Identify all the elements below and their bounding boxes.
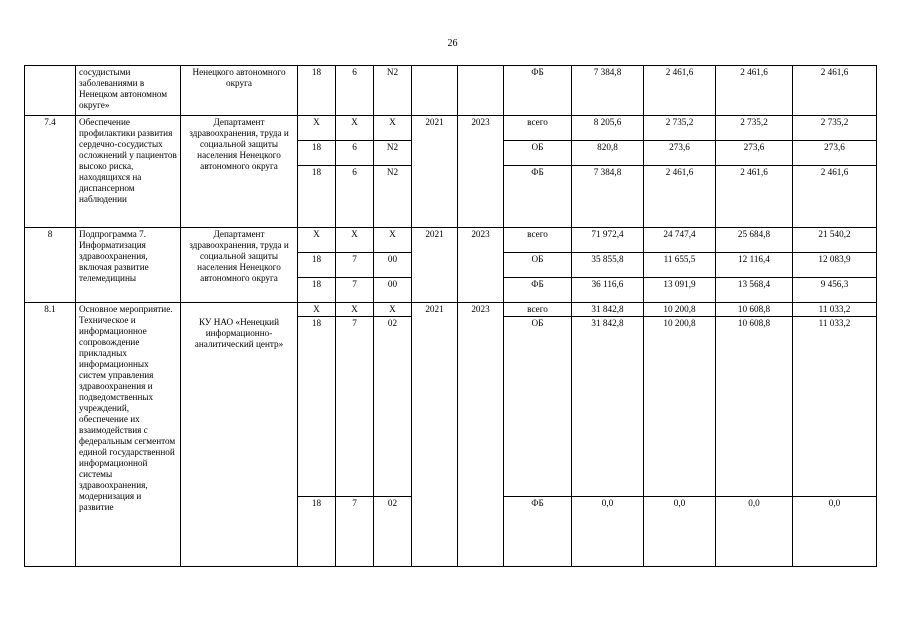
code-cell: 00	[374, 278, 412, 303]
amount-cell: 820,8	[572, 141, 644, 166]
code-cell: 02	[374, 497, 412, 567]
code-cell: 7	[336, 317, 374, 497]
page-number: 26	[447, 38, 458, 49]
code-cell: 18	[298, 278, 336, 303]
row-number: 7.4	[25, 116, 76, 228]
start-year: 2021	[412, 303, 458, 567]
code-cell: 18	[298, 166, 336, 228]
amount-cell: 11 655,5	[644, 253, 716, 278]
amount-cell: 0,0	[716, 497, 793, 567]
amount-cell: 11 033,2	[793, 303, 877, 317]
code-cell: 02	[374, 317, 412, 497]
amount-cell: 0,0	[644, 497, 716, 567]
amount-cell: 2 735,2	[644, 116, 716, 141]
funding-source: ОБ	[504, 317, 572, 497]
amount-cell: 36 116,6	[572, 278, 644, 303]
amount-cell: 21 540,2	[793, 228, 877, 253]
code-cell: 7	[336, 497, 374, 567]
code-cell: 18	[298, 253, 336, 278]
code-cell: 7	[336, 278, 374, 303]
start-year: 2021	[412, 228, 458, 303]
funding-source: ФБ	[504, 497, 572, 567]
amount-cell: 12 116,4	[716, 253, 793, 278]
amount-cell: 2 735,2	[716, 116, 793, 141]
code-cell: 18	[298, 497, 336, 567]
amount-cell: 7 384,8	[572, 66, 644, 116]
executor: Департамент здравоохранения, труда и социальной защиты населения Ненецкого автономного округа	[181, 116, 298, 228]
measure-name: Основное мероприятие. Техническое и информационное сопровождение прикладных информационных систем управления здравоохранения и подведомственных учреждений, обеспечение их взаимодействия с федеральным сегментом единой государственной информационной системы здравоохранения, модернизация и развитие	[76, 303, 181, 567]
amount-cell: 10 608,8	[716, 303, 793, 317]
code-cell: N2	[374, 66, 412, 116]
amount-cell: 2 461,6	[644, 66, 716, 116]
amount-cell: 31 842,8	[572, 303, 644, 317]
amount-cell: 0,0	[572, 497, 644, 567]
measure-name: Подпрограмма 7. Информатизация здравоохранения, включая развитие телемедицины	[76, 228, 181, 303]
amount-cell: 2 461,6	[793, 66, 877, 116]
amount-cell: 25 684,8	[716, 228, 793, 253]
amount-cell: 9 456,3	[793, 278, 877, 303]
code-cell: 6	[336, 66, 374, 116]
amount-cell: 273,6	[716, 141, 793, 166]
amount-cell: 0,0	[793, 497, 877, 567]
amount-cell: 273,6	[644, 141, 716, 166]
amount-cell: 24 747,4	[644, 228, 716, 253]
executor: Департамент здравоохранения, труда и социальной защиты населения Ненецкого автономного округа	[181, 228, 298, 303]
funding-source: ФБ	[504, 166, 572, 228]
code-cell: Х	[298, 303, 336, 317]
end-year	[458, 66, 504, 116]
amount-cell: 13 568,4	[716, 278, 793, 303]
amount-cell: 10 200,8	[644, 303, 716, 317]
funding-source: всего	[504, 303, 572, 317]
end-year: 2023	[458, 228, 504, 303]
amount-cell: 10 608,8	[716, 317, 793, 497]
funding-source: ОБ	[504, 253, 572, 278]
code-cell: Х	[298, 116, 336, 141]
amount-cell: 8 205,6	[572, 116, 644, 141]
code-cell: N2	[374, 141, 412, 166]
code-cell: Х	[374, 116, 412, 141]
funding-source: всего	[504, 116, 572, 141]
funding-source: ФБ	[504, 66, 572, 116]
measure-name: Обеспечение профилактики развития сердечно-сосудистых осложнений у пациентов высоко риска, находящихся на диспансерном наблюдении	[76, 116, 181, 228]
amount-cell: 2 461,6	[644, 166, 716, 228]
code-cell: 7	[336, 253, 374, 278]
table-row	[25, 116, 877, 141]
amount-cell: 7 384,8	[572, 166, 644, 228]
amount-cell: 2 461,6	[793, 166, 877, 228]
code-cell: Х	[336, 116, 374, 141]
amount-cell: 12 083,9	[793, 253, 877, 278]
amount-cell: 2 461,6	[716, 166, 793, 228]
funding-source: всего	[504, 228, 572, 253]
amount-cell: 10 200,8	[644, 317, 716, 497]
code-cell: Х	[374, 303, 412, 317]
measure-name: сосудистыми заболеваниями в Ненецком автономном округе»	[76, 66, 181, 116]
end-year: 2023	[458, 303, 504, 567]
row-number: 8	[25, 228, 76, 303]
code-cell: N2	[374, 166, 412, 228]
amount-cell: 35 855,8	[572, 253, 644, 278]
end-year: 2023	[458, 116, 504, 228]
budget-table	[24, 65, 877, 567]
funding-source: ФБ	[504, 278, 572, 303]
code-cell: 18	[298, 141, 336, 166]
code-cell: Х	[298, 228, 336, 253]
amount-cell: 2 461,6	[716, 66, 793, 116]
code-cell: 18	[298, 66, 336, 116]
row-number: 8.1	[25, 303, 76, 567]
funding-source: ОБ	[504, 141, 572, 166]
amount-cell: 273,6	[793, 141, 877, 166]
code-cell: 00	[374, 253, 412, 278]
code-cell: 18	[298, 317, 336, 497]
code-cell: Х	[336, 228, 374, 253]
amount-cell: 13 091,9	[644, 278, 716, 303]
amount-cell: 11 033,2	[793, 317, 877, 497]
code-cell: 6	[336, 141, 374, 166]
executor: Ненецкого автономного округа	[181, 66, 298, 116]
executor: КУ НАО «Ненецкий информационно-аналитический центр»	[181, 303, 298, 567]
table-row	[25, 66, 877, 116]
code-cell: Х	[336, 303, 374, 317]
amount-cell: 31 842,8	[572, 317, 644, 497]
amount-cell: 2 735,2	[793, 116, 877, 141]
table-row	[25, 303, 877, 317]
code-cell: Х	[374, 228, 412, 253]
amount-cell: 71 972,4	[572, 228, 644, 253]
start-year: 2021	[412, 116, 458, 228]
start-year	[412, 66, 458, 116]
code-cell: 6	[336, 166, 374, 228]
row-number	[25, 66, 76, 116]
table-row	[25, 228, 877, 253]
